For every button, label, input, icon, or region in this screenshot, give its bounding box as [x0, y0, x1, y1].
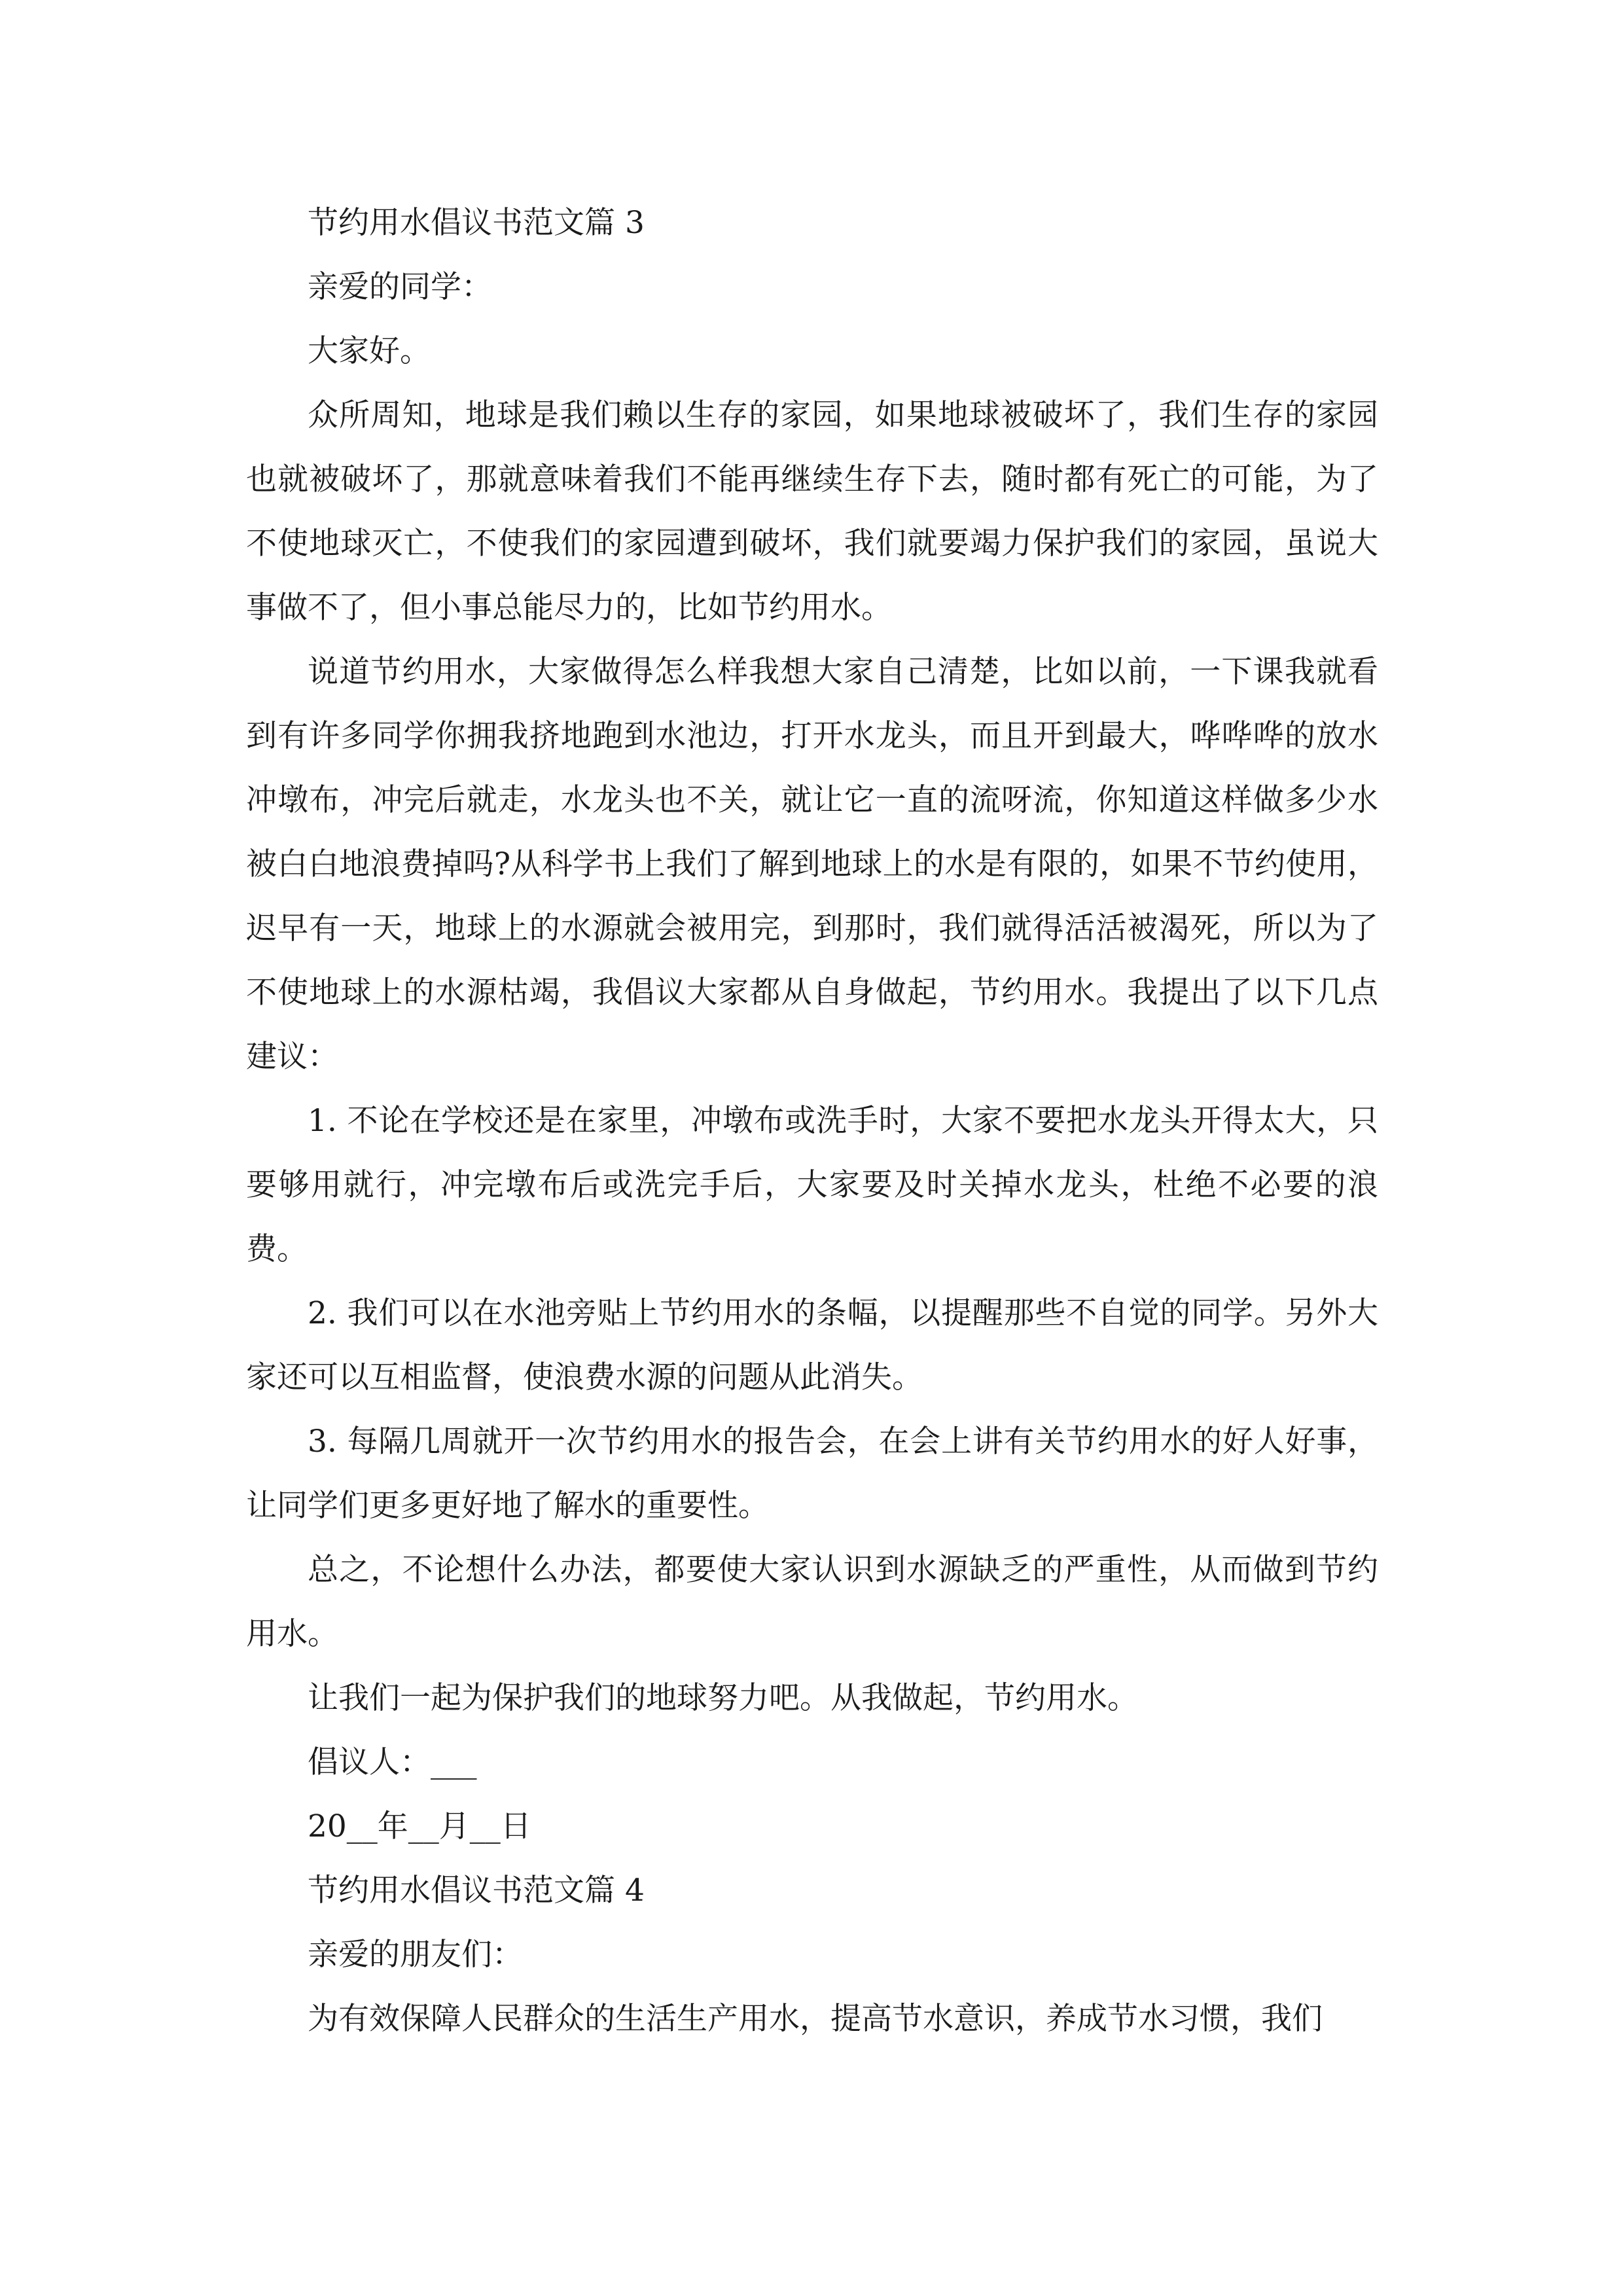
body-paragraph: 众所周知，地球是我们赖以生存的家园，如果地球被破坏了，我们生存的家园也就被破坏了，那就意味着我们不能再继续生存下去，随时都有死亡的可能，为了不使地球灭亡，不使我们的家园遭到破坏，我们就要竭力保护我们的家园，虽说大事做不了，但小事总能尽力的，比如节约用水。 [246, 397, 1378, 626]
conclusion-paragraph: 总之，不论想什么办法，都要使大家认识到水源缺乏的严重性，从而做到节约用水。 [246, 1552, 1378, 1652]
suggestion-item-3: 3. 每隔几周就开一次节约用水的报告会，在会上讲有关节约用水的好人好事，让同学们更多更好地了解水的重要性。 [246, 1424, 1378, 1524]
salutation: 亲爱的朋友们： [308, 1937, 523, 1973]
closing-line: 让我们一起为保护我们的地球努力吧。从我做起，节约用水。 [308, 1680, 1138, 1716]
signature-line: 倡议人：___ [308, 1744, 477, 1780]
document-body [246, 191, 1378, 2051]
date-line: 20__年__月__日 [308, 1808, 531, 1844]
greeting: 大家好。 [308, 333, 431, 369]
suggestion-item-2: 2. 我们可以在水池旁贴上节约用水的条幅，以提醒那些不自觉的同学。另外大家还可以互相监督，使浪费水源的问题从此消失。 [246, 1295, 1378, 1395]
section-heading-3: 节约用水倡议书范文篇 3 [308, 205, 645, 241]
body-paragraph: 为有效保障人民群众的生活生产用水，提高节水意识，养成节水习惯，我们 [308, 2001, 1323, 2037]
salutation: 亲爱的同学： [308, 269, 492, 305]
section-heading-4: 节约用水倡议书范文篇 4 [308, 1873, 645, 1909]
body-paragraph: 说道节约用水，大家做得怎么样我想大家自己清楚，比如以前，一下课我就看到有许多同学你拥我挤地跑到水池边，打开水龙头，而且开到最大，哗哗哗的放水冲墩布，冲完后就走，水龙头也不关，就让它一直的流呀流，你知道这样做多少水被白白地浪费掉吗?从科学书上我们了解到地球上的水是有限的，如果不节约使用，迟早有一天，地球上的水源就会被用完，到那时，我们就得活活被渴死，所以为了不使地球上的水源枯竭，我倡议大家都从自身做起，节约用水。我提出了以下几点建议： [246, 654, 1378, 1075]
suggestion-item-1: 1. 不论在学校还是在家里，冲墩布或洗手时，大家不要把水龙头开得太大，只要够用就行，冲完墩布后或洗完手后，大家要及时关掉水龙头，杜绝不必要的浪费。 [246, 1103, 1378, 1267]
